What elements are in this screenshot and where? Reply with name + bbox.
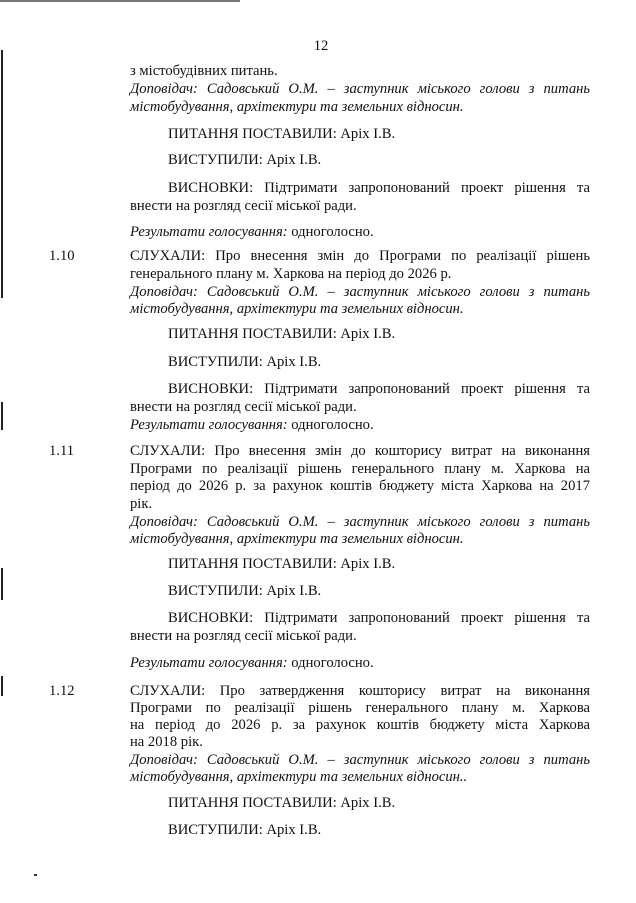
heard-line: Програми по реалізації рішень генерального плану м. Харкова на [130,461,590,477]
binding-margin-line [1,676,3,696]
reporter-line: містобудування, архітектури та земельних відносин. [130,99,464,115]
page-number: 12 [313,38,329,54]
spoke-line: ВИСТУПИЛИ: Аріх І.В. [168,152,322,168]
heard-line: період до 2026 р. за рахунок коштів бюджету міста Харкова на 2017 [130,478,590,494]
binding-margin-line [1,568,3,600]
item-number: 1.10 [49,248,75,264]
reporter-line: Доповідач: Садовський О.М. – заступник міського голови з питань [130,514,590,530]
reporter-line: Доповідач: Садовський О.М. – заступник міського голови з питань [130,752,590,768]
vote-label: Результати голосування: [130,655,288,671]
raised-line: ПИТАННЯ ПОСТАВИЛИ: Аріх І.В. [168,795,396,811]
heard-line: генерального плану м. Харкова на період до 2026 р. [130,266,452,282]
binding-margin-line [1,402,3,430]
reporter-line: Доповідач: Садовський О.М. – заступник міського голови з питань [130,284,590,300]
item-number: 1.11 [49,443,74,459]
reporter-line: містобудування, архітектури та земельних відносин. [130,301,464,317]
scan-speck [34,874,37,876]
heard-line: СЛУХАЛИ: Про внесення змін до кошторису витрат на виконання [130,443,590,459]
vote-result [130,654,374,672]
heard-line: Програми по реалізації рішень генерального плану м. Харкова [130,700,590,716]
vote-value: одноголосно. [287,655,374,671]
vote-result [130,223,374,241]
raised-line: ПИТАННЯ ПОСТАВИЛИ: Аріх І.В. [168,556,396,572]
heard-line: СЛУХАЛИ: Про внесення змін до Програми по реалізації рішень [130,248,590,264]
vote-value: одноголосно. [287,224,374,240]
raised-line: ПИТАННЯ ПОСТАВИЛИ: Аріх І.В. [168,126,396,142]
item-number: 1.12 [49,683,75,699]
spoke-line: ВИСТУПИЛИ: Аріх І.В. [168,822,322,838]
reporter-line: Доповідач: Садовський О.М. – заступник міського голови з питань [130,81,590,97]
conclusion-line: ВИСНОВКИ: Підтримати запропонований проект рішення та [168,381,590,397]
reporter-line: містобудування, архітектури та земельних відносин. [130,531,464,547]
reporter-line: містобудування, архітектури та земельних відносин.. [130,769,468,785]
conclusion-line: внести на розгляд сесії міської ради. [130,628,357,644]
conclusion-line: внести на розгляд сесії міської ради. [130,399,357,415]
spoke-line: ВИСТУПИЛИ: Аріх І.В. [168,583,322,599]
spoke-line: ВИСТУПИЛИ: Аріх І.В. [168,354,322,370]
heard-line: на 2018 рік. [130,734,203,750]
conclusion-line: внести на розгляд сесії міської ради. [130,198,357,214]
conclusion-line: ВИСНОВКИ: Підтримати запропонований проект рішення та [168,610,590,626]
heard-line: СЛУХАЛИ: Про затвердження кошторису витрат на виконання [130,683,590,699]
vote-result [130,416,374,434]
vote-label: Результати голосування: [130,417,288,433]
heard-line: рік. [130,496,153,512]
vote-value: одноголосно. [287,417,374,433]
binding-margin-line [1,50,3,298]
scan-edge-line [0,0,240,2]
conclusion-line: ВИСНОВКИ: Підтримати запропонований проект рішення та [168,180,590,196]
vote-label: Результати голосування: [130,224,288,240]
heard-line: на період до 2026 р. за рахунок коштів бюджету міста Харкова [130,717,590,733]
text-line: з містобудівних питань. [130,63,278,79]
raised-line: ПИТАННЯ ПОСТАВИЛИ: Аріх І.В. [168,326,396,342]
